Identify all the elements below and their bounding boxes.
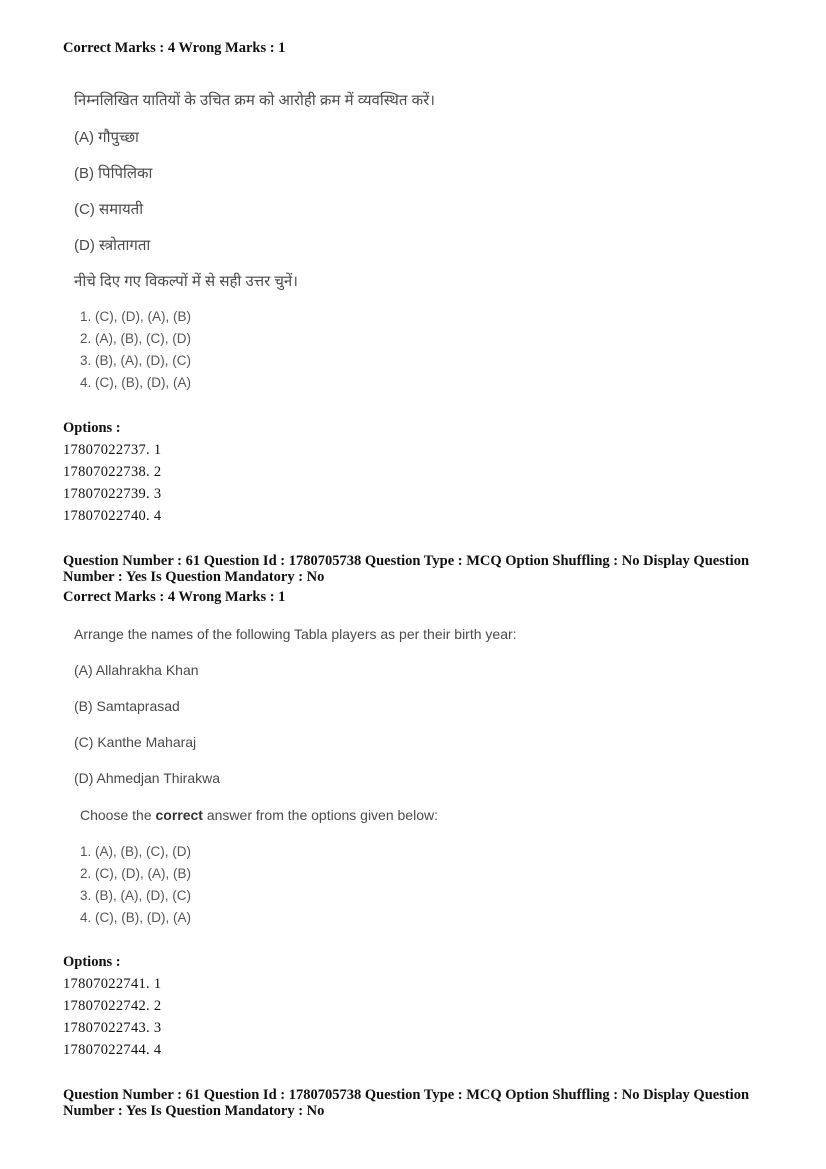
question-1-item-a: (A) गौपुच्छा bbox=[74, 129, 139, 146]
question-1-choice-1: 1. (C), (D), (A), (B) bbox=[80, 309, 191, 324]
question-2-item-b: (B) Samtaprasad bbox=[74, 698, 180, 714]
question-2-choice-1: 1. (A), (B), (C), (D) bbox=[80, 844, 191, 859]
question-1-choice-3: 3. (B), (A), (D), (C) bbox=[80, 353, 191, 368]
question-header-2-line-2: Number : Yes Is Question Mandatory : No bbox=[63, 569, 325, 585]
question-1-item-d: (D) स्त्रोतागता bbox=[74, 237, 151, 254]
question-1-item-c: (C) समायती bbox=[74, 201, 144, 218]
question-1-choice-4: 4. (C), (B), (D), (A) bbox=[80, 375, 191, 390]
option-row: 17807022737. 1 bbox=[63, 442, 162, 458]
question-1-instruction: नीचे दिए गए विकल्पों में से सही उत्तर चुनें। bbox=[74, 273, 298, 290]
question-1-choice-2: 2. (A), (B), (C), (D) bbox=[80, 331, 191, 346]
instruction-bold: correct bbox=[155, 807, 203, 823]
option-row: 17807022744. 4 bbox=[63, 1042, 162, 1058]
question-2-text: Arrange the names of the following Tabla players as per their birth year: bbox=[74, 626, 517, 642]
instruction-pre: Choose the bbox=[80, 807, 156, 823]
question-1-item-b: (B) पिपिलिका bbox=[74, 165, 153, 182]
instruction-post: answer from the options given below: bbox=[202, 807, 438, 823]
question-header-3-line-1: Question Number : 61 Question Id : 1780705738 Question Type : MCQ Option Shuffling : No Display Question bbox=[63, 1087, 750, 1103]
question-2-item-c: (C) Kanthe Maharaj bbox=[74, 734, 197, 750]
option-row: 17807022743. 3 bbox=[63, 1020, 162, 1036]
question-2-instruction bbox=[80, 807, 438, 823]
question-header-3-line-2: Number : Yes Is Question Mandatory : No bbox=[63, 1103, 325, 1119]
question-2-choice-3: 3. (B), (A), (D), (C) bbox=[80, 888, 191, 903]
option-row: 17807022742. 2 bbox=[63, 998, 162, 1014]
options-label-2: Options : bbox=[63, 954, 121, 970]
marks-line-2: Correct Marks : 4 Wrong Marks : 1 bbox=[63, 589, 286, 605]
question-2-item-a: (A) Allahrakha Khan bbox=[74, 662, 199, 678]
option-row: 17807022741. 1 bbox=[63, 976, 162, 992]
question-header-2-line-1: Question Number : 61 Question Id : 1780705738 Question Type : MCQ Option Shuffling : No Display Question bbox=[63, 553, 750, 569]
question-1-text: निम्नलिखित यातियों के उचित क्रम को आरोही क्रम में व्यवस्थित करें। bbox=[74, 92, 435, 109]
option-row: 17807022738. 2 bbox=[63, 464, 162, 480]
question-2-choice-4: 4. (C), (B), (D), (A) bbox=[80, 910, 191, 925]
question-header-3 bbox=[63, 1087, 763, 1119]
question-2-choice-2: 2. (C), (D), (A), (B) bbox=[80, 866, 191, 881]
options-label-1: Options : bbox=[63, 420, 121, 436]
question-header-2 bbox=[63, 553, 763, 585]
question-2-item-d: (D) Ahmedjan Thirakwa bbox=[74, 770, 221, 786]
option-row: 17807022739. 3 bbox=[63, 486, 162, 502]
option-row: 17807022740. 4 bbox=[63, 508, 162, 524]
marks-line-1: Correct Marks : 4 Wrong Marks : 1 bbox=[63, 40, 286, 56]
